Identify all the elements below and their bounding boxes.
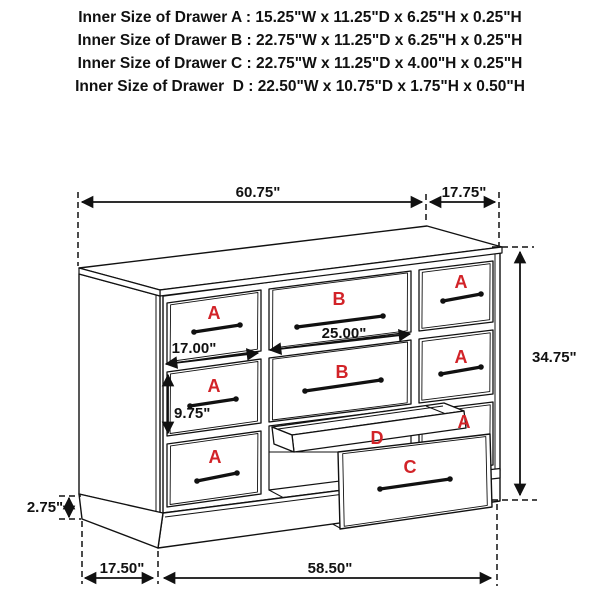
spec-line-drawer-d: Inner Size of Drawer D : 22.50"W x 10.75"D x 1.75"H x 0.50"H xyxy=(75,78,525,95)
drawer-label-a: A xyxy=(207,303,221,323)
dresser-drawing xyxy=(79,226,502,548)
dim-drawer-b-width-label: 25.00" xyxy=(321,325,367,342)
drawer-label-d: D xyxy=(370,428,384,448)
dim-height-label: 34.75" xyxy=(532,349,577,366)
drawer-label-a: A xyxy=(457,412,471,432)
dim-base-width-label: 58.50" xyxy=(307,560,353,577)
dim-drawer-a-width-label: 17.00" xyxy=(171,340,217,357)
spec-line-drawer-c: Inner Size of Drawer C : 22.75"W x 11.25"D x 4.00"H x 0.25"H xyxy=(77,55,523,72)
spec-line-drawer-a: Inner Size of Drawer A : 15.25"W x 11.25"D x 6.25"H x 0.25"H xyxy=(78,9,522,26)
side-panel xyxy=(79,274,160,513)
dim-drawer-a-height-label: 9.75" xyxy=(174,405,211,422)
spec-line-drawer-b: Inner Size of Drawer B : 22.75"W x 11.25"D x 6.25"H x 0.25"H xyxy=(77,32,523,49)
drawer-label-c: C xyxy=(403,457,417,477)
dim-top-depth-label: 17.75" xyxy=(441,184,487,201)
drawer-label-a: A xyxy=(454,347,468,367)
drawer-front-a-left-middle xyxy=(167,359,261,436)
dim-base-depth-label: 17.50" xyxy=(99,560,145,577)
spec-block xyxy=(75,9,525,95)
drawer-label-a: A xyxy=(208,447,222,467)
drawer-label-a: A xyxy=(207,376,221,396)
drawer-label-b: B xyxy=(332,289,346,309)
drawer-label-a: A xyxy=(454,272,468,292)
dim-base-height-label: 2.75" xyxy=(26,499,64,516)
drawer-label-b: B xyxy=(335,362,349,382)
dim-top-width-label: 60.75" xyxy=(235,184,281,201)
drawer-front-a-left-bottom xyxy=(167,431,261,507)
